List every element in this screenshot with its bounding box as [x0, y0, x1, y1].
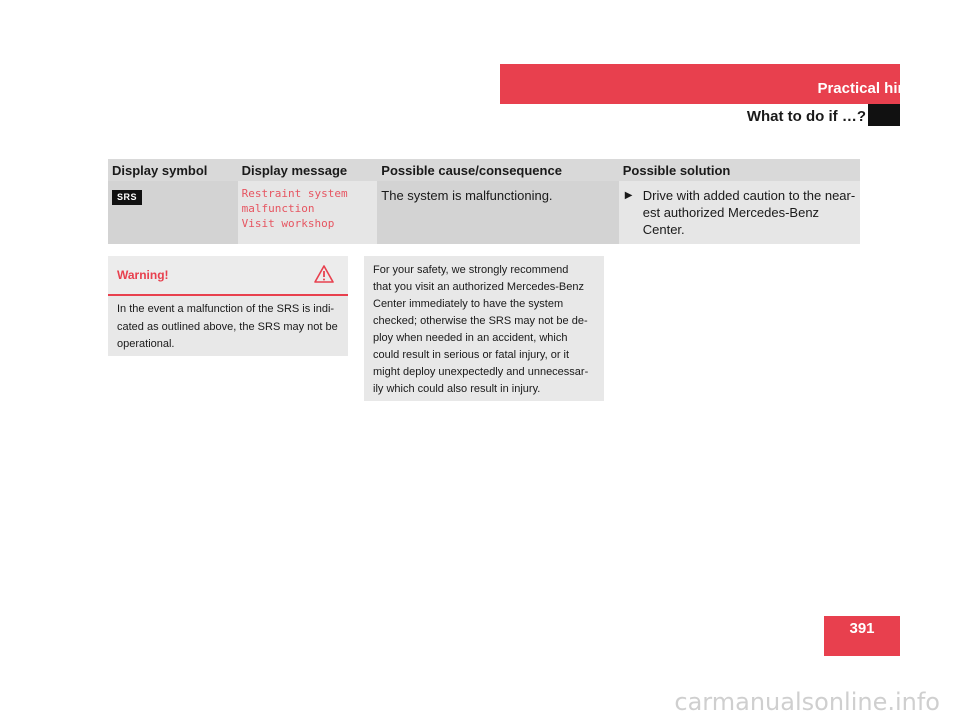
column-header: Display symbol: [108, 159, 238, 181]
cause-cell: [377, 181, 618, 244]
column-header: Possible cause/consequence: [377, 159, 618, 181]
note-line: might deploy unexpectedly and unnecessar-: [373, 366, 589, 378]
page-number: 391: [824, 616, 900, 656]
warning-line: cated as outlined above, the SRS may not be: [117, 320, 338, 333]
warning-text: [108, 296, 348, 354]
subsection-title: What to do if …?: [746, 108, 866, 125]
note-line: ploy when needed in an accident, which: [373, 332, 568, 344]
header-accent-block: [868, 104, 900, 126]
safety-note-text: [364, 256, 604, 398]
warning-title: Warning!: [117, 268, 169, 282]
column-header: Display message: [238, 159, 378, 181]
watermark-text: carmanualsonline.info: [674, 688, 940, 716]
warning-line: operational.: [117, 338, 175, 350]
warning-box: [108, 256, 348, 356]
bullet-arrow-icon: ▶: [624, 190, 633, 201]
cause-text: The system is malfunctioning.: [381, 188, 553, 203]
message-cell: [238, 181, 378, 244]
symbol-cell: [108, 181, 238, 244]
table-header-row: [108, 159, 860, 181]
srs-icon: SRS: [112, 190, 142, 205]
warning-triangle-icon: [314, 265, 334, 288]
solution-line: est authorized Mercedes-Benz Center.: [642, 205, 820, 237]
warning-header: [108, 256, 348, 296]
note-line: checked; otherwise the SRS may not be de-: [373, 315, 588, 327]
warning-line: In the event a malfunction of the SRS is indi-: [117, 303, 335, 315]
note-line: that you visit an authorized Mercedes-Benz: [373, 281, 584, 293]
column-header: Possible solution: [619, 159, 860, 181]
display-message-line: Visit workshop: [241, 217, 335, 230]
solution-cell: [619, 181, 860, 244]
display-message-table: [108, 159, 860, 244]
table-row: [108, 181, 860, 244]
section-title: Practical hints: [817, 80, 920, 97]
display-message-line: Restraint system: [241, 187, 348, 200]
safety-note-box: [364, 256, 604, 401]
note-line: For your safety, we strongly recommend: [373, 264, 569, 276]
note-line: could result in serious or fatal injury, or it: [373, 349, 570, 361]
note-line: ily which could also result in injury.: [373, 383, 541, 395]
note-line: Center immediately to have the system: [373, 298, 564, 310]
display-message-line: malfunction: [241, 202, 315, 215]
solution-line: Drive with added caution to the near-: [642, 188, 856, 203]
